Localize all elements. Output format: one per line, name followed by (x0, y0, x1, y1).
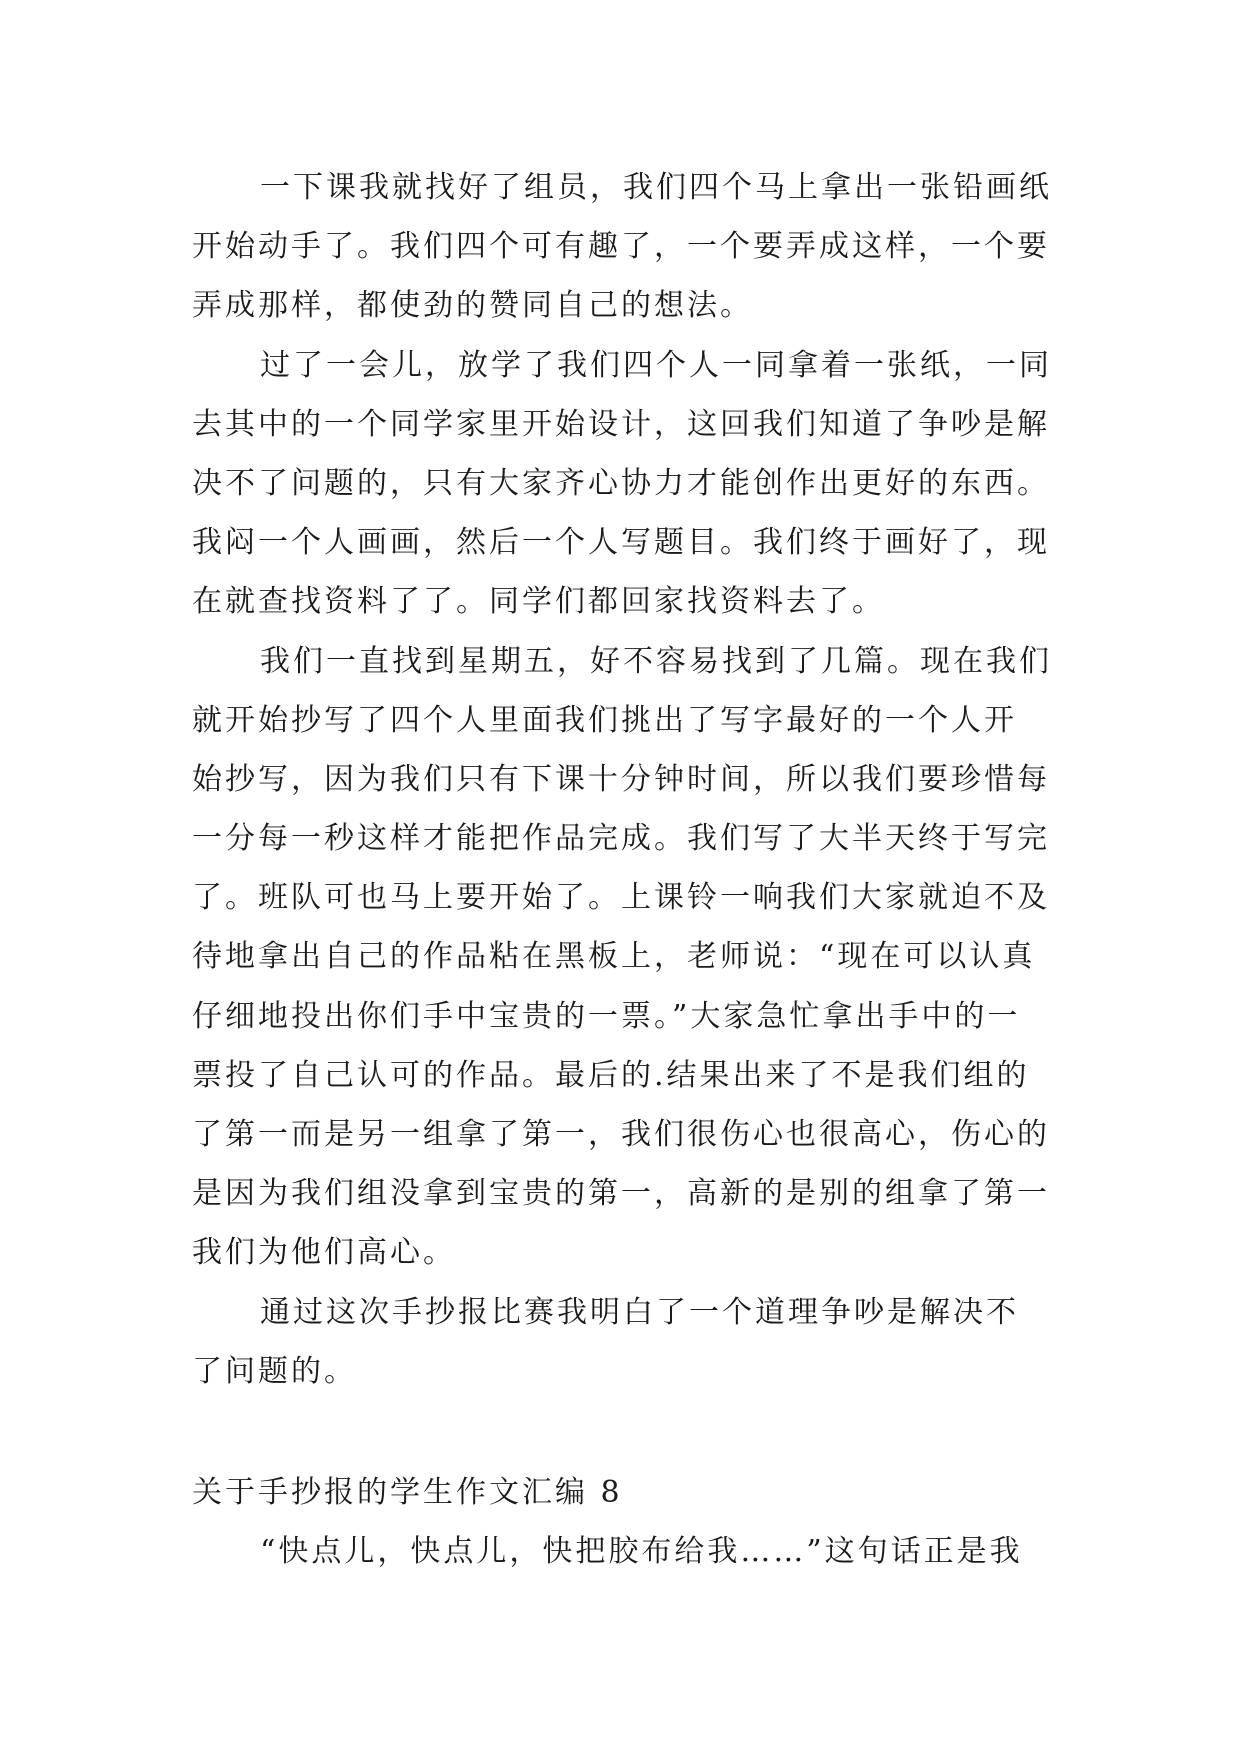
text-line: 了第一而是另一组拿了第一，我们很伤心也很高心，伤心的 (192, 1117, 1050, 1152)
text-line: 通过这次手抄报比赛我明白了一个道理争吵是解决不 (260, 1294, 1019, 1330)
text-line: 一下课我就找好了组员，我们四个马上拿出一张铅画纸 (260, 170, 1052, 205)
text-line: 在就查找资料了了。同学们都回家找资料去了。 (192, 584, 885, 620)
text-line: 是因为我们组没拿到宝贵的第一，高新的是别的组拿了第一 (192, 1176, 1050, 1212)
text-line: 我们为他们高心。 (192, 1235, 456, 1271)
paragraph (192, 1522, 1052, 1581)
paragraph (192, 632, 1052, 1283)
section-heading: 关于手抄报的学生作文汇编 8 (192, 1474, 623, 1510)
text-line: 弄成那样，都使劲的赞同自己的想法。 (192, 288, 753, 324)
text-line: 一分每一秒这样才能把作品完成。我们写了大半天终于写完 (192, 821, 1050, 857)
text-line: 始抄写，因为我们只有下课十分钟时间，所以我们要珍惜每 (192, 761, 1050, 797)
document-body (192, 158, 1052, 1581)
text-line: 去其中的一个同学家里开始设计，这回我们知道了争吵是解 (192, 406, 1050, 442)
text-line: 开始动手了。我们四个可有趣了，一个要弄成这样，一个要 (192, 229, 1050, 265)
text-line: 我们一直找到星期五，好不容易找到了几篇。现在我们 (260, 643, 1052, 679)
text-line: 决不了问题的，只有大家齐心协力才能创作出更好的东西。 (192, 465, 1050, 501)
text-line: 就开始抄写了四个人里面我们挑出了写字最好的一个人开 (192, 702, 1017, 738)
text-line: 了。班队可也马上要开始了。上课铃一响我们大家就迫不及 (192, 880, 1050, 916)
text-line: “快点儿，快点儿，快把胶布给我……”这句话正是我 (260, 1534, 1023, 1570)
text-line: 仔细地投出你们手中宝贵的一票。”大家急忙拿出手中的一 (192, 998, 1021, 1034)
paragraph (192, 1283, 1052, 1401)
text-line: 我闷一个人画画，然后一个人写题目。我们终于画好了，现 (192, 525, 1050, 561)
text-line: 过了一会儿，放学了我们四个人一同拿着一张纸，一同 (260, 347, 1052, 383)
text-line: 票投了自己认可的作品。最后的.结果出来了不是我们组的 (192, 1057, 1030, 1093)
text-line: 待地拿出自己的作品粘在黑板上，老师说：“现在可以认真 (192, 939, 1036, 975)
paragraph (192, 158, 1052, 336)
text-line: 了问题的。 (192, 1353, 357, 1389)
paragraph (192, 336, 1052, 632)
